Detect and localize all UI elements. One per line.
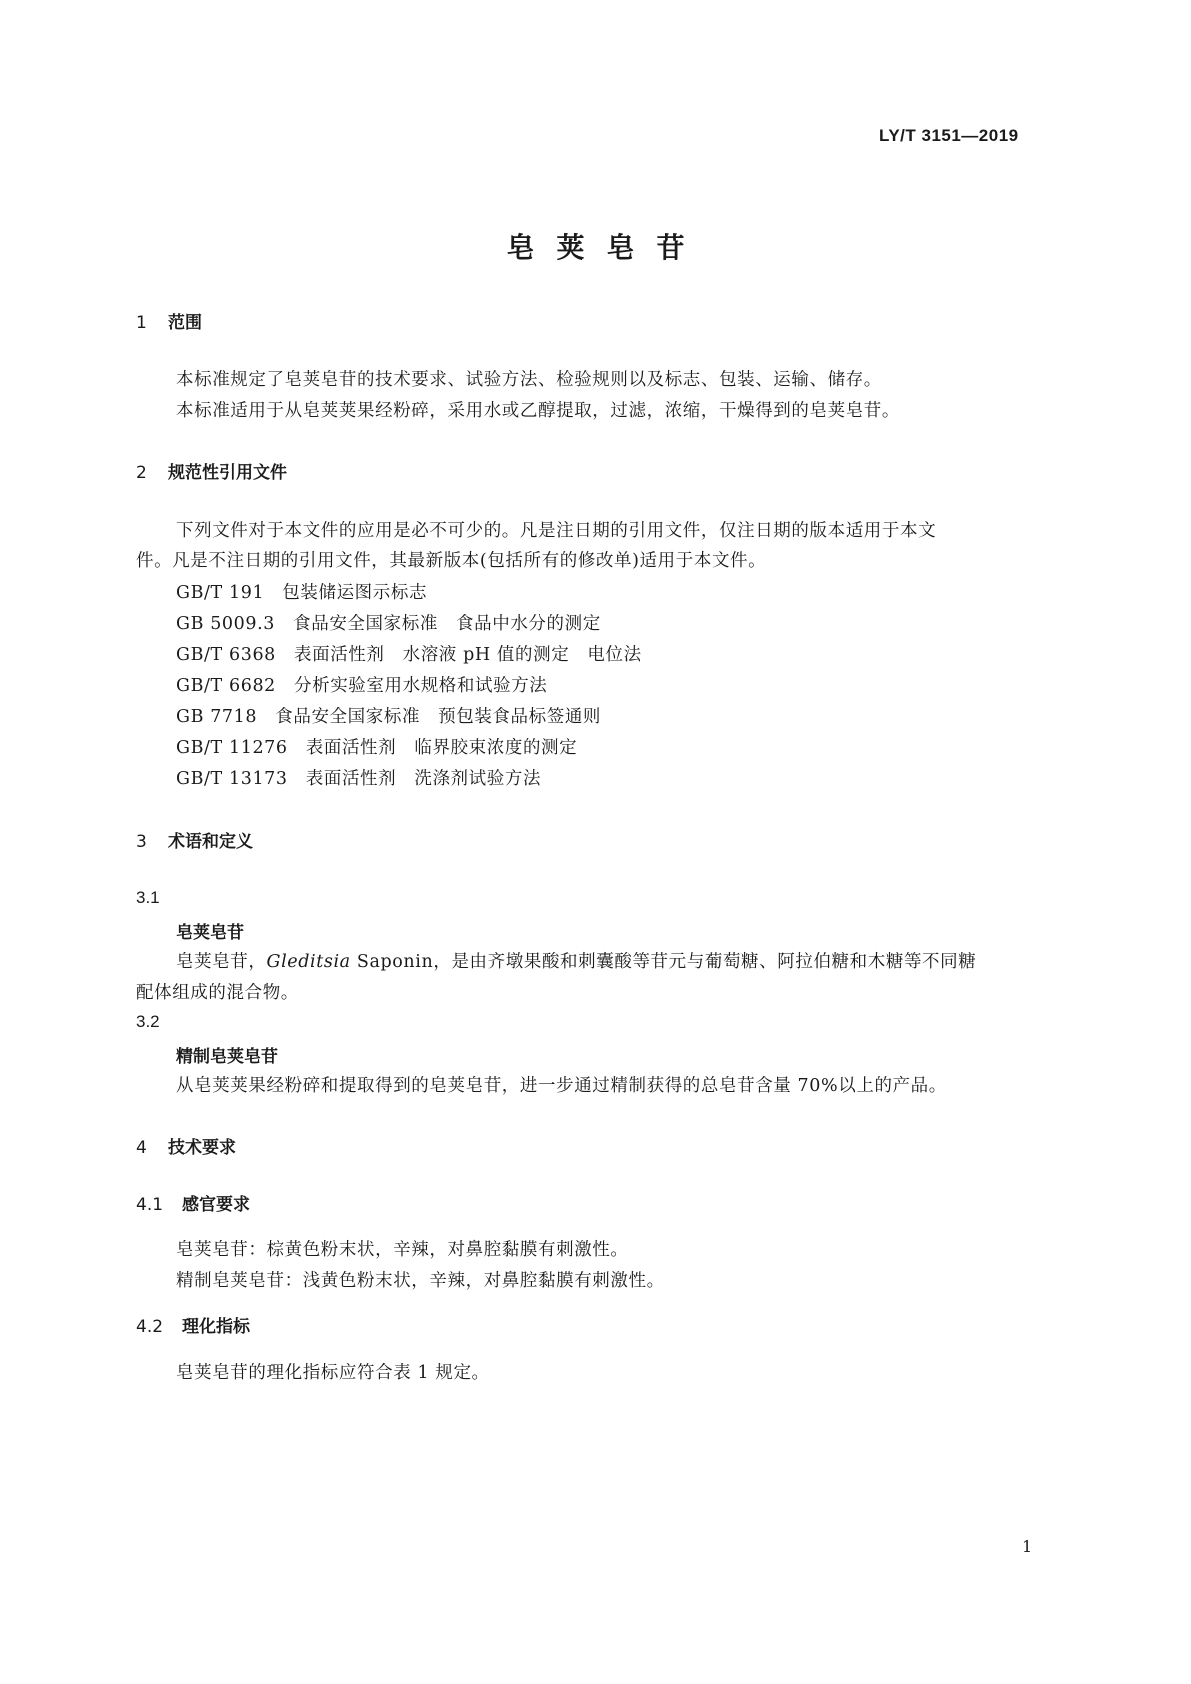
document-title: 皂荚皂苷 xyxy=(506,231,707,264)
section-number: 4.1 xyxy=(136,1195,164,1215)
section-title: 技术要求 xyxy=(168,1138,236,1158)
section-number: 2 xyxy=(136,463,147,483)
section-2-heading xyxy=(136,458,287,483)
normative-reference: GB/T 6682 分析实验室用水规格和试验方法 xyxy=(176,676,548,696)
section-4-heading xyxy=(136,1133,236,1158)
page-number: 1 xyxy=(1022,1537,1033,1556)
paragraph: 本标准适用于从皂荚荚果经粉碎，采用水或乙醇提取，过滤，浓缩，干燥得到的皂荚皂苷。 xyxy=(176,401,900,421)
section-title: 术语和定义 xyxy=(168,832,253,852)
paragraph: 皂荚皂苷的理化指标应符合表 1 规定。 xyxy=(176,1363,490,1383)
normative-reference: GB/T 11276 表面活性剂 临界胶束浓度的测定 xyxy=(176,738,578,758)
definition-text: 皂荚皂苷， xyxy=(176,952,267,972)
paragraph: 精制皂荚皂苷：浅黄色粉末状，辛辣，对鼻腔黏膜有刺激性。 xyxy=(176,1271,665,1291)
section-number: 4 xyxy=(136,1138,147,1158)
section-title: 感官要求 xyxy=(182,1195,250,1215)
paragraph: 下列文件对于本文件的应用是必不可少的。凡是注日期的引用文件，仅注日期的版本适用于本文 xyxy=(176,521,937,541)
section-title: 理化指标 xyxy=(182,1317,250,1337)
section-3-heading xyxy=(136,827,253,852)
term-definition: 从皂荚荚果经粉碎和提取得到的皂荚皂苷，进一步通过精制获得的总皂苷含量 70%以上的产品。 xyxy=(176,1076,947,1096)
standard-code: LY/T 3151—2019 xyxy=(879,126,1019,145)
section-title: 范围 xyxy=(168,313,202,333)
definition-text: Saponin，是由齐墩果酸和刺囊酸等苷元与葡萄糖、阿拉伯糖和木糖等不同糖 xyxy=(350,952,977,972)
normative-reference: GB/T 6368 表面活性剂 水溶液 pH 值的测定 电位法 xyxy=(176,645,642,665)
term-name: 皂荚皂苷 xyxy=(176,923,244,943)
normative-reference: GB/T 191 包装储运图示标志 xyxy=(176,583,428,603)
section-1-heading xyxy=(136,308,202,333)
term-definition xyxy=(176,948,976,973)
term-name: 精制皂荚皂苷 xyxy=(176,1047,278,1067)
paragraph: 本标准规定了皂荚皂苷的技术要求、试验方法、检验规则以及标志、包装、运输、储存。 xyxy=(176,370,882,390)
subsection-4-1-heading xyxy=(136,1190,250,1215)
term-number: 3.1 xyxy=(136,888,160,907)
normative-reference: GB 7718 食品安全国家标准 预包装食品标签通则 xyxy=(176,707,602,727)
section-number: 1 xyxy=(136,313,147,333)
section-title: 规范性引用文件 xyxy=(168,463,287,483)
paragraph: 皂荚皂苷：棕黄色粉末状，辛辣，对鼻腔黏膜有刺激性。 xyxy=(176,1240,629,1260)
section-number: 3 xyxy=(136,832,147,852)
term-number: 3.2 xyxy=(136,1012,160,1031)
latin-genus-name: Gleditsia xyxy=(266,952,351,972)
term-definition-continued: 配体组成的混合物。 xyxy=(136,983,299,1003)
subsection-4-2-heading xyxy=(136,1312,250,1337)
section-number: 4.2 xyxy=(136,1317,164,1337)
normative-reference: GB/T 13173 表面活性剂 洗涤剂试验方法 xyxy=(176,769,542,789)
paragraph: 件。凡是不注日期的引用文件，其最新版本(包括所有的修改单)适用于本文件。 xyxy=(136,551,767,571)
normative-reference: GB 5009.3 食品安全国家标准 食品中水分的测定 xyxy=(176,614,601,634)
